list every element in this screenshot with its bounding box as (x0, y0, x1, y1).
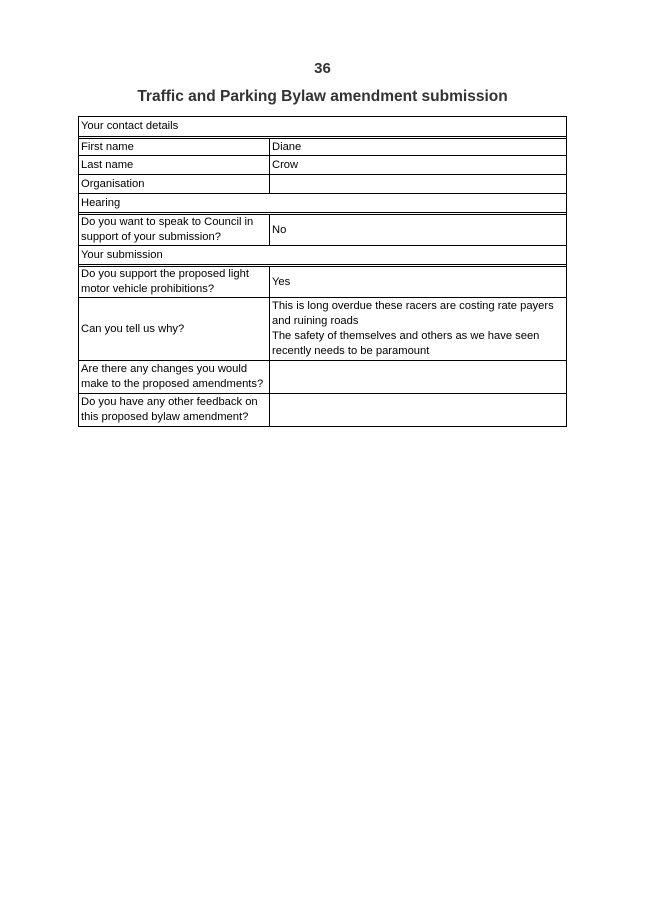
field-value (270, 298, 566, 360)
section-header-label: Hearing (81, 196, 121, 209)
table-row-organisation (79, 174, 566, 193)
table-row-support (79, 264, 566, 297)
table-row-why (79, 297, 566, 360)
field-label: Organisation (79, 175, 270, 193)
table-row-changes (79, 360, 566, 393)
field-value (270, 361, 566, 393)
field-label: Do you support the proposed light motor vehicle prohibitions? (79, 267, 270, 297)
page-number: 36 (314, 60, 331, 77)
field-value: No (272, 223, 287, 236)
section-header-contact (79, 117, 566, 136)
table-row-speak (79, 212, 566, 245)
field-value (270, 394, 566, 426)
field-value (270, 175, 566, 193)
section-header-hearing (79, 193, 566, 212)
field-value: Yes (272, 275, 291, 288)
table-row-last-name (79, 155, 566, 174)
table-row-first-name (79, 136, 566, 155)
field-label: First name (79, 139, 270, 155)
section-header-submission (79, 245, 566, 264)
submission-form-table (78, 116, 567, 427)
answer-text-line: The safety of themselves and others as we have seen recently needs to be paramount (272, 330, 540, 357)
table-row-feedback (79, 393, 566, 426)
section-header-label: Your submission (81, 248, 163, 261)
field-label: Can you tell us why? (79, 298, 270, 360)
field-value: Crow (272, 158, 299, 171)
field-label: Last name (79, 156, 270, 174)
section-header-label: Your contact details (81, 120, 179, 132)
field-label: Do you want to speak to Council in support of your submission? (79, 215, 270, 245)
field-value: Diane (272, 140, 302, 153)
field-label: Do you have any other feedback on this proposed bylaw amendment? (79, 394, 270, 426)
document-title: Traffic and Parking Bylaw amendment submission (137, 88, 508, 105)
answer-text-line: This is long overdue these racers are costing rate payers and ruining roads (272, 300, 554, 327)
field-label: Are there any changes you would make to the proposed amendments? (79, 361, 270, 393)
